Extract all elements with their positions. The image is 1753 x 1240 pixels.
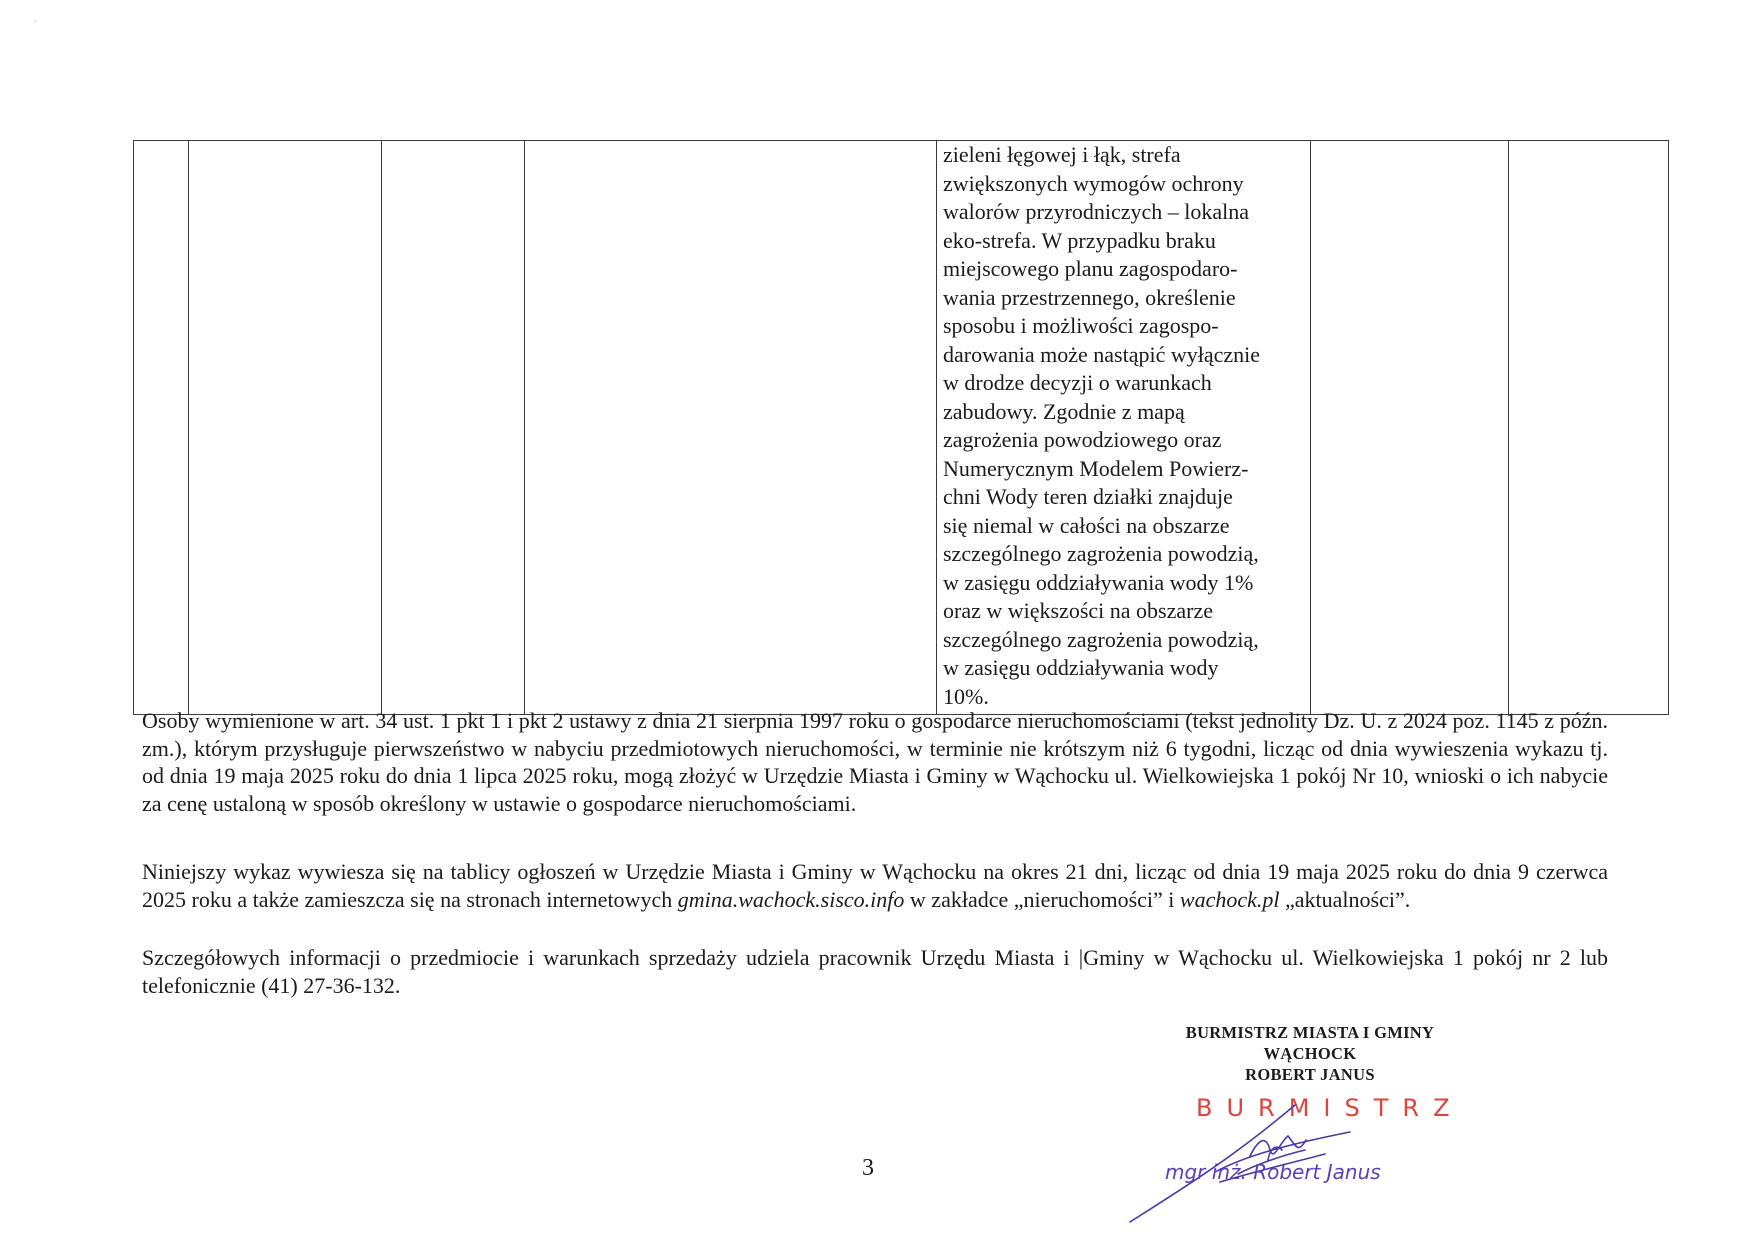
stamp-name: mgr inż. Robert Janus	[1165, 1160, 1381, 1184]
description-line: w zasięgu oddziaływania wody 1%	[943, 569, 1254, 595]
signature-block	[1150, 1022, 1470, 1085]
table-cell-description	[937, 141, 1311, 715]
description-line: Numerycznym Modelem Powierz-	[943, 455, 1249, 481]
description-line: miejscowego planu zagospodaro-	[943, 256, 1238, 281]
description-line: zagrożenia powodziowego oraz	[943, 427, 1222, 452]
description-line: chni Wody teren działki znajduje	[943, 484, 1233, 509]
description-line: się niemal w całości na obszarze	[943, 512, 1230, 538]
description-line: zabudowy. Zgodnie z mapą	[943, 398, 1185, 424]
description-line: walorów przyrodniczych – lokalna	[943, 199, 1250, 224]
wachock-website-link: wachock.pl	[1179, 886, 1280, 912]
pre-emption-paragraph: Osoby wymienione w art. 34 ust. 1 pkt 1 i pkt 2 ustawy z dnia 21 sierpnia 1997 roku o gospodarce nieruchomościami (tekst jednolity Dz. U. z 2024 poz. 1145 z późn. zm.), którym przysługuje pierwszeństwo w nabyciu przedmiotowych nieruchomości, w terminie nie krótszym niż 6 tygodni, licząc od dnia wywieszenia wykazu tj. od dnia 19 maja 2025 roku do dnia 1 lipca 2025 roku, mogą złożyć w Urzędzie Miasta i Gminy w Wąchocku ul. Wielkowiejska 1 pokój Nr 10, wnioski o ich nabycie za cenę ustaloną w sposób określony w ustawie o gospodarce nieruchomościami.	[142, 708, 1608, 816]
description-line: eko-strefa. W przypadku braku	[943, 227, 1216, 253]
description-line: szczególnego zagrożenia powodzią,	[943, 541, 1259, 566]
description-text	[937, 141, 1310, 711]
description-line: 10%.	[943, 683, 989, 709]
table-cell-area	[382, 141, 525, 715]
description-line: w zasięgu oddziaływania wody	[943, 655, 1219, 680]
table-cell-notes	[1509, 141, 1669, 715]
table-cell-price	[1311, 141, 1509, 715]
description-line: w drodze decyzji o warunkach	[943, 370, 1212, 395]
property-table-fragment	[133, 140, 1669, 715]
description-line: wania przestrzennego, określenie	[943, 284, 1236, 310]
description-line: oraz w większości na obszarze	[943, 598, 1213, 623]
signatory-name: ROBERT JANUS	[1245, 1065, 1375, 1084]
description-line: szczególnego zagrożenia powodzią,	[943, 626, 1259, 652]
scan-speck: '	[34, 18, 37, 33]
table-cell-number	[134, 141, 189, 715]
description-line: zieleni łęgowej i łąk, strefa	[943, 142, 1181, 167]
contact-paragraph: Szczegółowych informacji o przedmiocie i warunkach sprzedaży udziela pracownik Urzędu Miasta i |Gminy w Wąchocku ul. Wielkowiejska 1 pokój nr 2 lub telefonicznie (41) 27-36-132.	[142, 945, 1608, 998]
description-line: darowania może nastąpić wyłącznie	[943, 341, 1261, 367]
signatory-town: WĄCHOCK	[1263, 1044, 1357, 1063]
page-number: 3	[862, 1155, 874, 1181]
signatory-title: BURMISTRZ MIASTA I GMINY	[1185, 1023, 1435, 1042]
description-line: zwiększonych wymogów ochrony	[943, 170, 1244, 196]
gmina-website-link: gmina.wachock.sisco.info	[677, 886, 905, 912]
table-cell-location	[525, 141, 937, 715]
table-cell-parcel	[189, 141, 382, 715]
table-row	[134, 141, 1669, 715]
posting-paragraph: Niniejszy wykaz wywiesza się na tablicy ogłoszeń w Urzędzie Miasta i Gminy w Wąchocku na okres 21 dni, licząc od dnia 19 maja 2025 roku do dnia 9 czerwca 2025 roku a także zamieszcza się na stronach internetowych gmina.wachock.sisco.info w zakładce „nieruchomości” i wachock.pl „aktualności”.	[142, 859, 1608, 912]
description-line: sposobu i możliwości zagospo-	[943, 313, 1219, 338]
stamp-title: BURMISTRZ	[1196, 1094, 1464, 1122]
